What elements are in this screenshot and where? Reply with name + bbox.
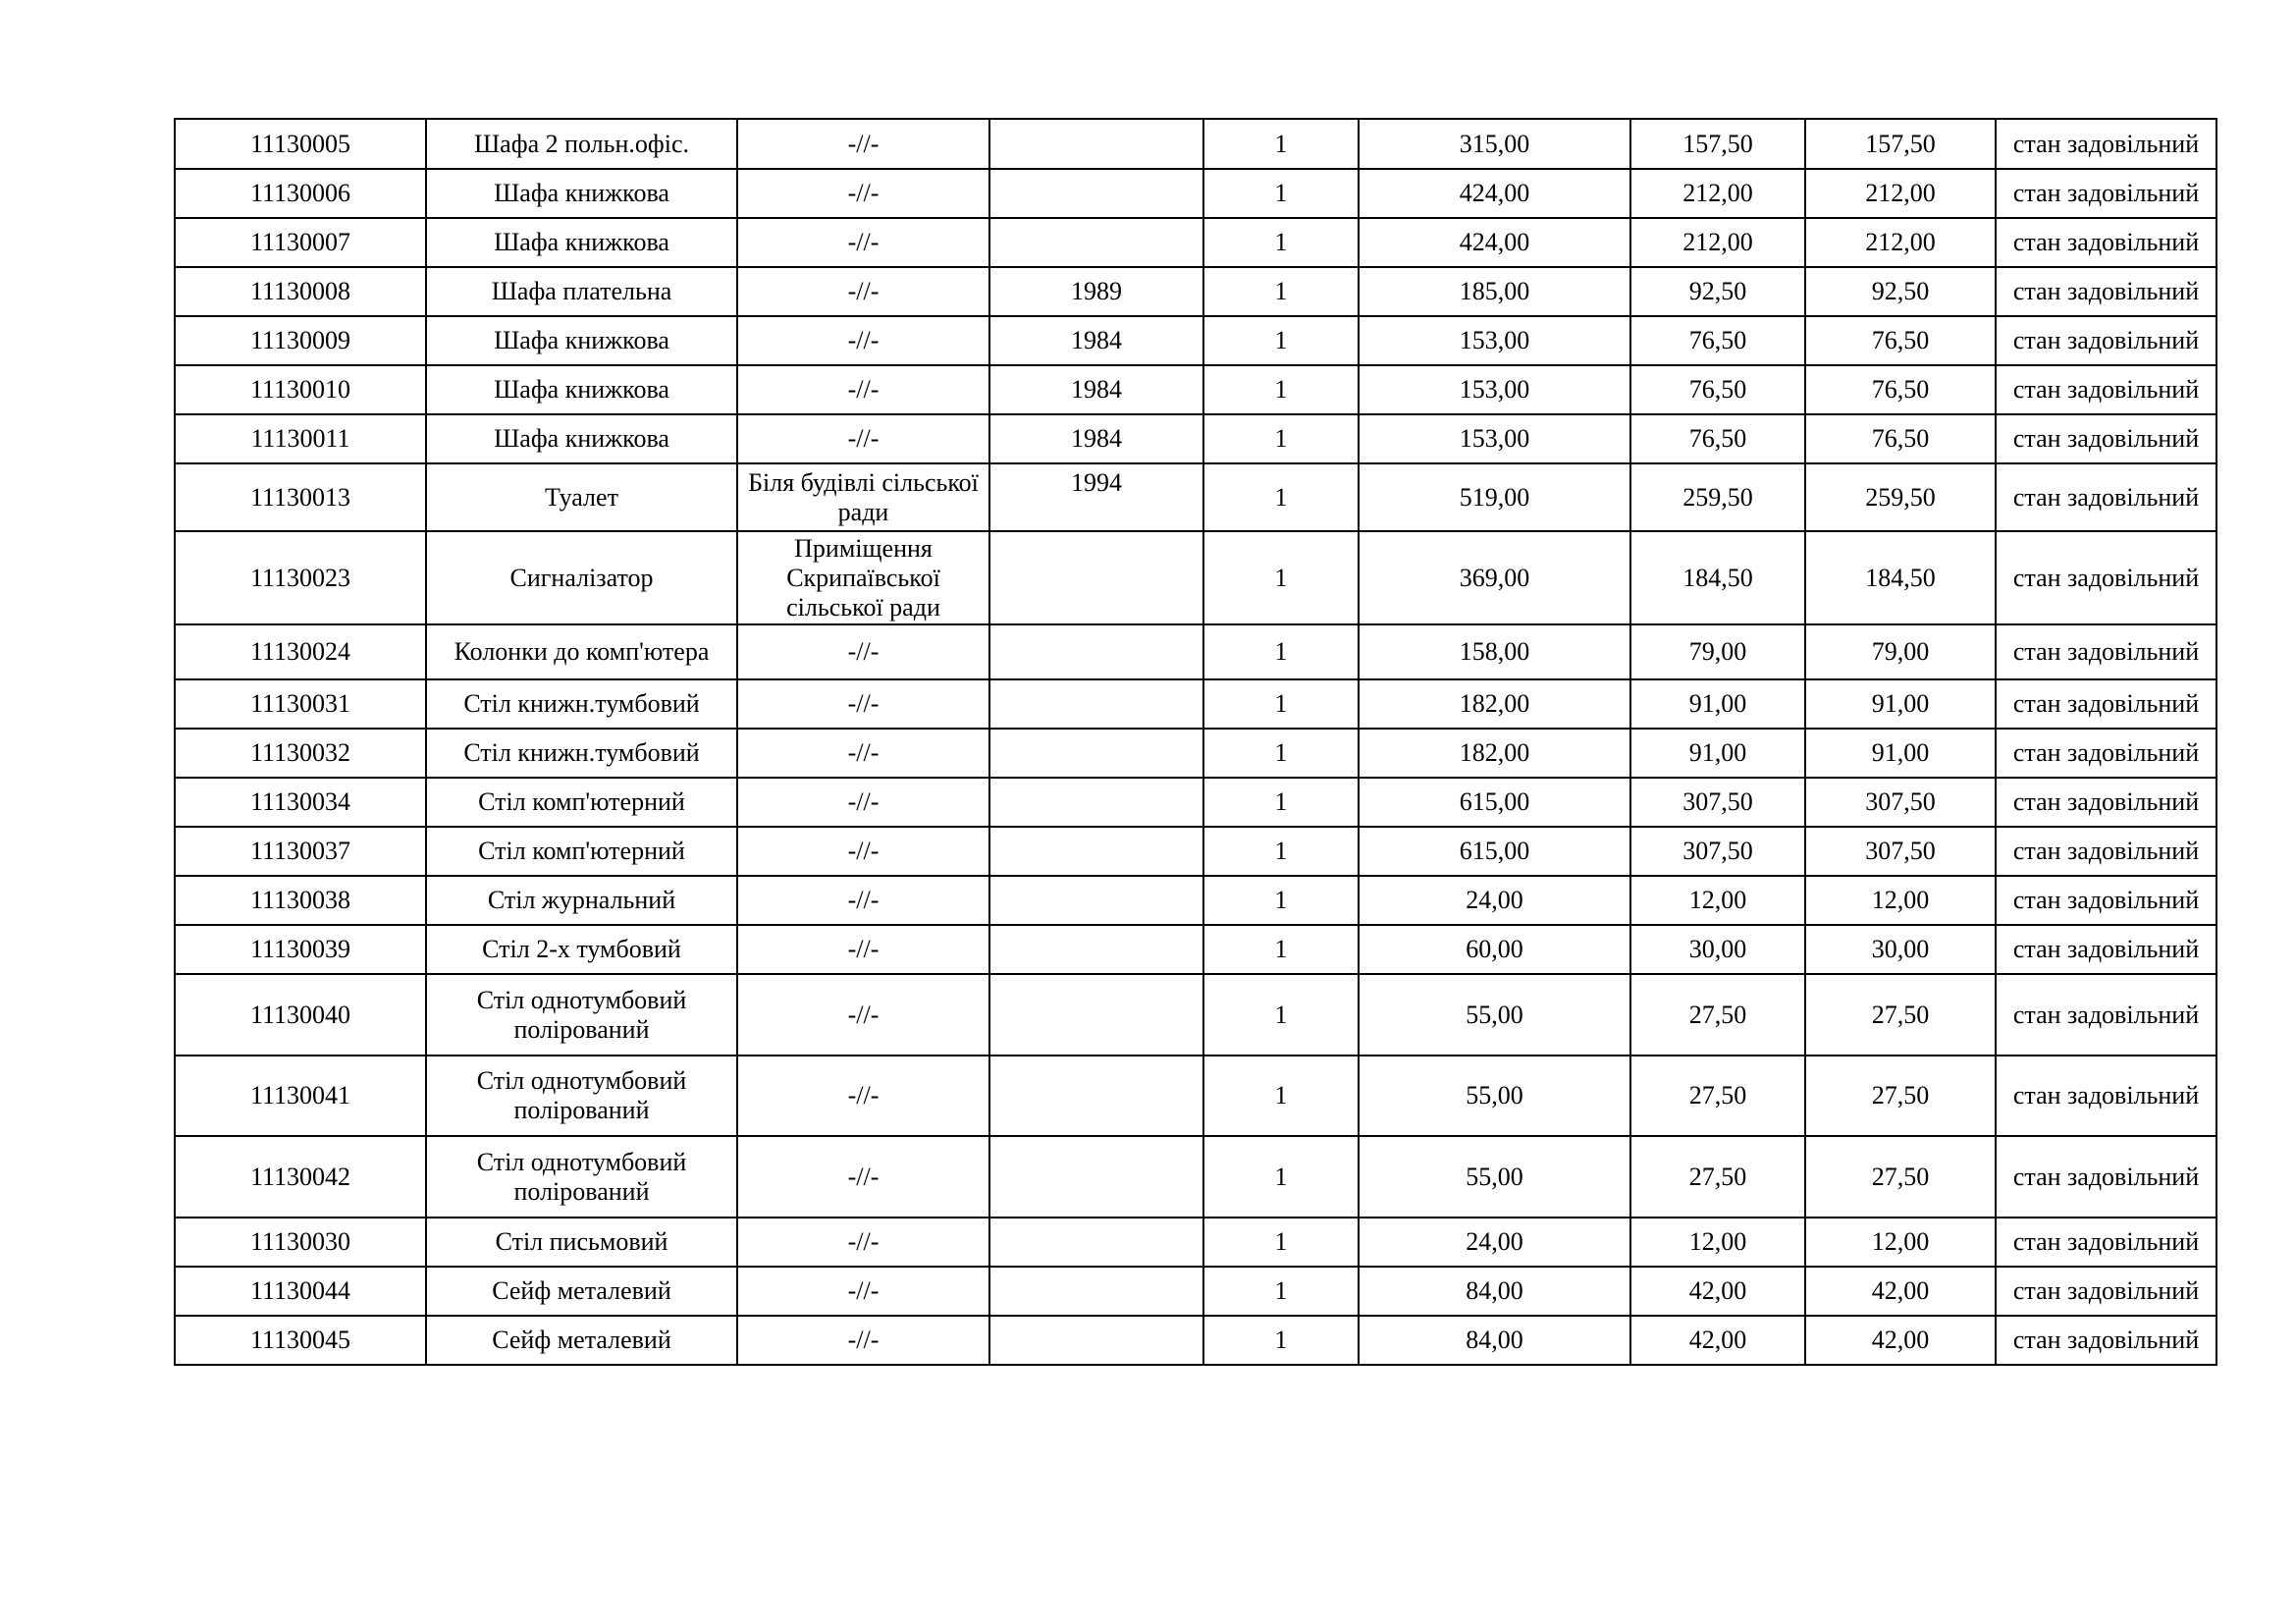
table-row <box>175 876 2216 925</box>
item-location: -//- <box>737 119 989 169</box>
item-condition: стан задовільний <box>1996 267 2216 316</box>
item-year <box>989 1218 1203 1267</box>
item-location: -//- <box>737 925 989 974</box>
item-cost: 369,00 <box>1359 531 1630 624</box>
inventory-code: 11130011 <box>175 414 426 463</box>
item-location: -//- <box>737 169 989 218</box>
item-depreciation: 92,50 <box>1630 267 1805 316</box>
item-cost: 315,00 <box>1359 119 1630 169</box>
item-quantity: 1 <box>1203 414 1359 463</box>
item-cost: 158,00 <box>1359 624 1630 679</box>
item-year: 1984 <box>989 414 1203 463</box>
item-name: Стіл комп'ютерний <box>426 827 737 876</box>
item-residual-value: 91,00 <box>1805 679 1996 729</box>
inventory-code: 11130037 <box>175 827 426 876</box>
item-residual-value: 12,00 <box>1805 876 1996 925</box>
table-row <box>175 316 2216 365</box>
table-row <box>175 414 2216 463</box>
item-residual-value: 76,50 <box>1805 365 1996 414</box>
item-cost: 182,00 <box>1359 679 1630 729</box>
item-depreciation: 91,00 <box>1630 679 1805 729</box>
item-residual-value: 212,00 <box>1805 169 1996 218</box>
item-condition: стан задовільний <box>1996 974 2216 1056</box>
item-quantity: 1 <box>1203 119 1359 169</box>
item-quantity: 1 <box>1203 463 1359 531</box>
item-cost: 185,00 <box>1359 267 1630 316</box>
item-condition: стан задовільний <box>1996 414 2216 463</box>
item-condition: стан задовільний <box>1996 169 2216 218</box>
item-location: -//- <box>737 267 989 316</box>
item-year <box>989 1267 1203 1316</box>
item-depreciation: 30,00 <box>1630 925 1805 974</box>
table-row <box>175 729 2216 778</box>
item-year <box>989 876 1203 925</box>
item-location: -//- <box>737 679 989 729</box>
item-residual-value: 30,00 <box>1805 925 1996 974</box>
item-location: -//- <box>737 218 989 267</box>
item-depreciation: 76,50 <box>1630 316 1805 365</box>
item-residual-value: 27,50 <box>1805 1136 1996 1218</box>
inventory-code: 11130007 <box>175 218 426 267</box>
item-year <box>989 729 1203 778</box>
item-depreciation: 157,50 <box>1630 119 1805 169</box>
item-year <box>989 1056 1203 1136</box>
item-name: Шафа книжкова <box>426 316 737 365</box>
item-cost: 24,00 <box>1359 876 1630 925</box>
item-depreciation: 12,00 <box>1630 1218 1805 1267</box>
item-quantity: 1 <box>1203 1267 1359 1316</box>
inventory-code: 11130040 <box>175 974 426 1056</box>
inventory-code: 11130039 <box>175 925 426 974</box>
inventory-code: 11130042 <box>175 1136 426 1218</box>
item-location: -//- <box>737 1267 989 1316</box>
item-location: -//- <box>737 1218 989 1267</box>
item-residual-value: 42,00 <box>1805 1316 1996 1365</box>
item-cost: 615,00 <box>1359 827 1630 876</box>
item-quantity: 1 <box>1203 531 1359 624</box>
item-name: Сейф металевий <box>426 1267 737 1316</box>
item-depreciation: 212,00 <box>1630 169 1805 218</box>
item-name: Стіл однотумбовий полірований <box>426 1056 737 1136</box>
item-quantity: 1 <box>1203 729 1359 778</box>
item-location: -//- <box>737 316 989 365</box>
item-location: -//- <box>737 778 989 827</box>
item-year <box>989 624 1203 679</box>
item-cost: 153,00 <box>1359 365 1630 414</box>
item-depreciation: 212,00 <box>1630 218 1805 267</box>
table-row <box>175 925 2216 974</box>
item-name: Колонки до комп'ютера <box>426 624 737 679</box>
item-name: Сигналізатор <box>426 531 737 624</box>
item-name: Туалет <box>426 463 737 531</box>
item-cost: 153,00 <box>1359 414 1630 463</box>
item-quantity: 1 <box>1203 974 1359 1056</box>
item-quantity: 1 <box>1203 316 1359 365</box>
item-year <box>989 169 1203 218</box>
item-condition: стан задовільний <box>1996 1056 2216 1136</box>
item-quantity: 1 <box>1203 778 1359 827</box>
inventory-code: 11130008 <box>175 267 426 316</box>
item-quantity: 1 <box>1203 169 1359 218</box>
item-condition: стан задовільний <box>1996 365 2216 414</box>
item-condition: стан задовільний <box>1996 1316 2216 1365</box>
item-name: Стіл журнальний <box>426 876 737 925</box>
item-name: Шафа 2 польн.офіс. <box>426 119 737 169</box>
item-name: Стіл 2-х тумбовий <box>426 925 737 974</box>
item-quantity: 1 <box>1203 1218 1359 1267</box>
table-row <box>175 679 2216 729</box>
item-quantity: 1 <box>1203 218 1359 267</box>
item-year <box>989 827 1203 876</box>
item-cost: 60,00 <box>1359 925 1630 974</box>
item-cost: 84,00 <box>1359 1267 1630 1316</box>
item-quantity: 1 <box>1203 679 1359 729</box>
inventory-code: 11130024 <box>175 624 426 679</box>
item-condition: стан задовільний <box>1996 925 2216 974</box>
table-row <box>175 365 2216 414</box>
item-location: Біля будівлі сільської ради <box>737 463 989 531</box>
item-depreciation: 307,50 <box>1630 827 1805 876</box>
inventory-table <box>174 118 2217 1366</box>
item-name: Стіл книжн.тумбовий <box>426 679 737 729</box>
item-name: Шафа плательна <box>426 267 737 316</box>
item-quantity: 1 <box>1203 1056 1359 1136</box>
table-row <box>175 624 2216 679</box>
item-year <box>989 778 1203 827</box>
item-name: Стіл письмовий <box>426 1218 737 1267</box>
item-residual-value: 42,00 <box>1805 1267 1996 1316</box>
item-cost: 615,00 <box>1359 778 1630 827</box>
inventory-code: 11130038 <box>175 876 426 925</box>
item-cost: 55,00 <box>1359 1056 1630 1136</box>
item-cost: 153,00 <box>1359 316 1630 365</box>
table-row <box>175 119 2216 169</box>
inventory-code: 11130032 <box>175 729 426 778</box>
item-cost: 182,00 <box>1359 729 1630 778</box>
item-depreciation: 27,50 <box>1630 1056 1805 1136</box>
item-year <box>989 218 1203 267</box>
inventory-code: 11130013 <box>175 463 426 531</box>
item-cost: 424,00 <box>1359 218 1630 267</box>
table-row <box>175 267 2216 316</box>
inventory-code: 11130034 <box>175 778 426 827</box>
item-year: 1994 <box>989 463 1203 531</box>
item-condition: стан задовільний <box>1996 827 2216 876</box>
item-residual-value: 307,50 <box>1805 778 1996 827</box>
item-location: -//- <box>737 1136 989 1218</box>
item-depreciation: 259,50 <box>1630 463 1805 531</box>
item-location: -//- <box>737 624 989 679</box>
item-name: Шафа книжкова <box>426 218 737 267</box>
item-location: -//- <box>737 729 989 778</box>
item-quantity: 1 <box>1203 1316 1359 1365</box>
inventory-code: 11130045 <box>175 1316 426 1365</box>
item-quantity: 1 <box>1203 267 1359 316</box>
item-cost: 84,00 <box>1359 1316 1630 1365</box>
table-row <box>175 1136 2216 1218</box>
item-depreciation: 42,00 <box>1630 1316 1805 1365</box>
item-year <box>989 925 1203 974</box>
inventory-code: 11130044 <box>175 1267 426 1316</box>
table-row <box>175 778 2216 827</box>
item-location: -//- <box>737 1056 989 1136</box>
item-name: Стіл книжн.тумбовий <box>426 729 737 778</box>
table-row <box>175 531 2216 624</box>
inventory-code: 11130030 <box>175 1218 426 1267</box>
item-condition: стан задовільний <box>1996 679 2216 729</box>
item-depreciation: 307,50 <box>1630 778 1805 827</box>
inventory-code: 11130023 <box>175 531 426 624</box>
item-year <box>989 974 1203 1056</box>
item-condition: стан задовільний <box>1996 218 2216 267</box>
item-location: -//- <box>737 827 989 876</box>
item-location: -//- <box>737 974 989 1056</box>
inventory-code: 11130031 <box>175 679 426 729</box>
item-name: Шафа книжкова <box>426 169 737 218</box>
item-residual-value: 12,00 <box>1805 1218 1996 1267</box>
item-depreciation: 76,50 <box>1630 414 1805 463</box>
inventory-code: 11130009 <box>175 316 426 365</box>
item-year <box>989 1136 1203 1218</box>
item-residual-value: 184,50 <box>1805 531 1996 624</box>
item-year: 1984 <box>989 365 1203 414</box>
item-residual-value: 212,00 <box>1805 218 1996 267</box>
inventory-code: 11130005 <box>175 119 426 169</box>
item-cost: 519,00 <box>1359 463 1630 531</box>
table-row <box>175 218 2216 267</box>
item-residual-value: 76,50 <box>1805 414 1996 463</box>
item-quantity: 1 <box>1203 365 1359 414</box>
item-condition: стан задовільний <box>1996 1218 2216 1267</box>
item-location: -//- <box>737 876 989 925</box>
item-quantity: 1 <box>1203 1136 1359 1218</box>
inventory-code: 11130010 <box>175 365 426 414</box>
item-year <box>989 119 1203 169</box>
item-depreciation: 42,00 <box>1630 1267 1805 1316</box>
item-condition: стан задовільний <box>1996 624 2216 679</box>
item-residual-value: 157,50 <box>1805 119 1996 169</box>
item-depreciation: 76,50 <box>1630 365 1805 414</box>
item-cost: 24,00 <box>1359 1218 1630 1267</box>
table-row <box>175 1267 2216 1316</box>
item-residual-value: 79,00 <box>1805 624 1996 679</box>
item-residual-value: 76,50 <box>1805 316 1996 365</box>
item-name: Шафа книжкова <box>426 414 737 463</box>
item-cost: 55,00 <box>1359 974 1630 1056</box>
item-location: -//- <box>737 1316 989 1365</box>
table-row <box>175 1316 2216 1365</box>
item-name: Шафа книжкова <box>426 365 737 414</box>
table-row <box>175 1056 2216 1136</box>
item-quantity: 1 <box>1203 827 1359 876</box>
item-depreciation: 12,00 <box>1630 876 1805 925</box>
item-year <box>989 1316 1203 1365</box>
item-location: -//- <box>737 414 989 463</box>
item-residual-value: 92,50 <box>1805 267 1996 316</box>
item-location: Приміщення Скрипаївської сільської ради <box>737 531 989 624</box>
item-condition: стан задовільний <box>1996 778 2216 827</box>
item-residual-value: 91,00 <box>1805 729 1996 778</box>
item-year: 1989 <box>989 267 1203 316</box>
item-depreciation: 79,00 <box>1630 624 1805 679</box>
item-condition: стан задовільний <box>1996 531 2216 624</box>
table-row <box>175 463 2216 531</box>
item-condition: стан задовільний <box>1996 316 2216 365</box>
table-row <box>175 827 2216 876</box>
item-condition: стан задовільний <box>1996 1136 2216 1218</box>
item-residual-value: 259,50 <box>1805 463 1996 531</box>
item-year: 1984 <box>989 316 1203 365</box>
item-condition: стан задовільний <box>1996 876 2216 925</box>
item-depreciation: 91,00 <box>1630 729 1805 778</box>
item-name: Стіл однотумбовий полірований <box>426 1136 737 1218</box>
table-row <box>175 1218 2216 1267</box>
item-cost: 55,00 <box>1359 1136 1630 1218</box>
item-quantity: 1 <box>1203 624 1359 679</box>
item-name: Стіл однотумбовий полірований <box>426 974 737 1056</box>
item-name: Стіл комп'ютерний <box>426 778 737 827</box>
item-name: Сейф металевий <box>426 1316 737 1365</box>
item-year <box>989 679 1203 729</box>
item-condition: стан задовільний <box>1996 729 2216 778</box>
item-condition: стан задовільний <box>1996 1267 2216 1316</box>
item-depreciation: 27,50 <box>1630 974 1805 1056</box>
table-row <box>175 974 2216 1056</box>
item-cost: 424,00 <box>1359 169 1630 218</box>
item-depreciation: 27,50 <box>1630 1136 1805 1218</box>
item-condition: стан задовільний <box>1996 119 2216 169</box>
item-residual-value: 307,50 <box>1805 827 1996 876</box>
item-location: -//- <box>737 365 989 414</box>
item-quantity: 1 <box>1203 925 1359 974</box>
item-residual-value: 27,50 <box>1805 974 1996 1056</box>
item-depreciation: 184,50 <box>1630 531 1805 624</box>
inventory-code: 11130006 <box>175 169 426 218</box>
item-quantity: 1 <box>1203 876 1359 925</box>
item-year <box>989 531 1203 624</box>
inventory-code: 11130041 <box>175 1056 426 1136</box>
item-condition: стан задовільний <box>1996 463 2216 531</box>
item-residual-value: 27,50 <box>1805 1056 1996 1136</box>
table-row <box>175 169 2216 218</box>
